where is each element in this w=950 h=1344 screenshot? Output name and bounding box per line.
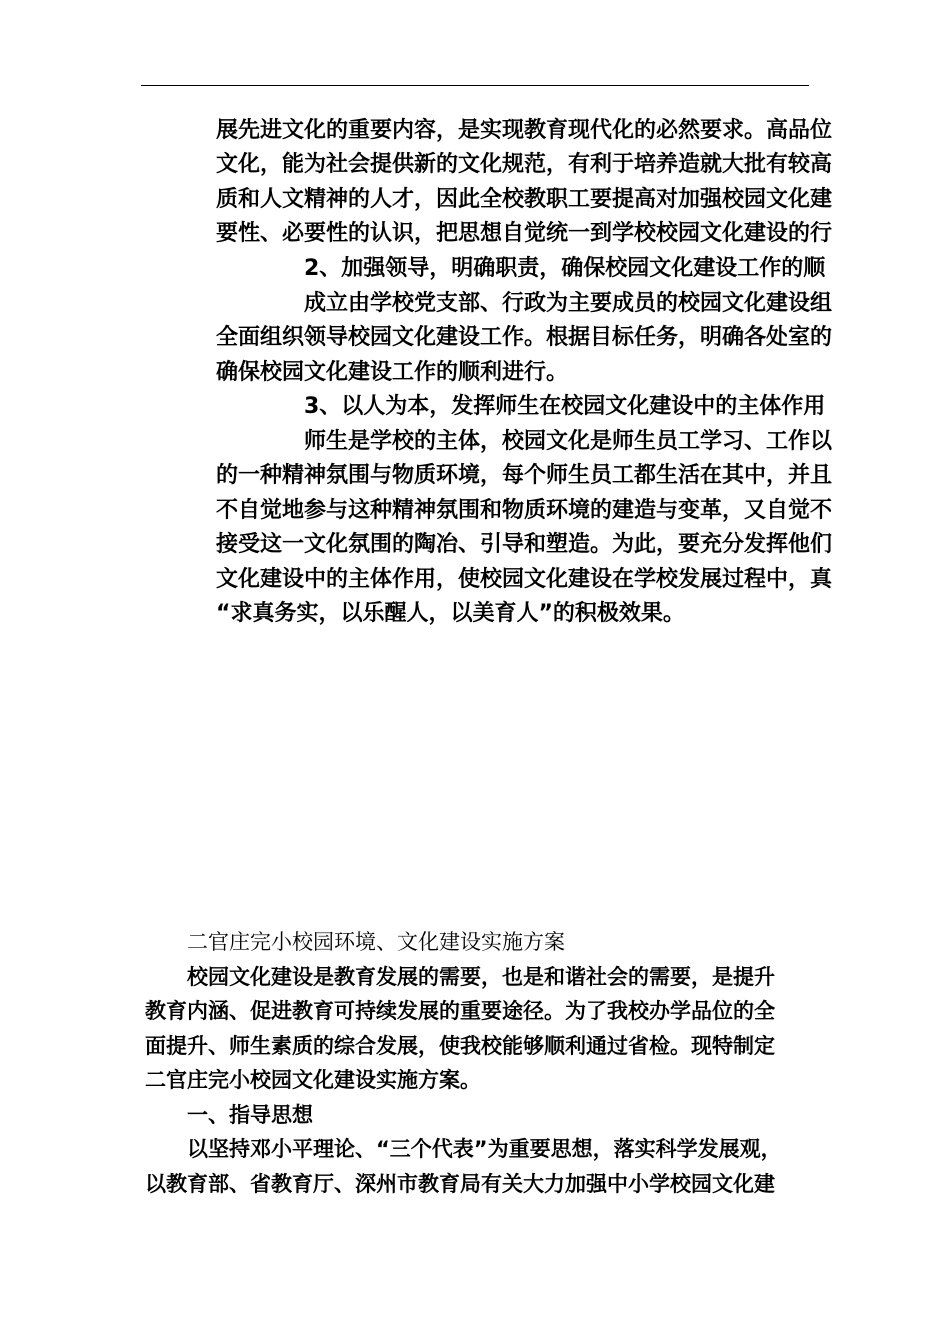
- body-text-line: 师生是学校的主体，校园文化是师生员工学习、工作以: [304, 429, 833, 454]
- body-text-line: 以教育部、省教育厅、深州市教育局有关大力加强中小学校园文化建: [145, 1172, 775, 1196]
- body-text-line: 校园文化建设是教育发展的需要，也是和谐社会的需要，是提升: [187, 965, 775, 989]
- body-text-line: “求真务实，以乐醒人，以美育人”的积极效果。: [216, 601, 685, 626]
- subheading-line: 2、加强领导，明确职责，确保校园文化建设工作的顺: [304, 256, 826, 281]
- body-text-line: 要性、必要性的认识，把思想自觉统一到学校校园文化建设的行: [216, 221, 833, 246]
- body-text-line: 教育内涵、促进教育可持续发展的重要途径。为了我校办学品位的全: [145, 999, 775, 1023]
- body-text-line: 不自觉地参与这种精神氛围和物质环境的建造与变革，又自觉不: [216, 498, 833, 523]
- header-rule: [141, 85, 809, 86]
- document-title: 二官庄完小校园环境、文化建设实施方案: [187, 930, 565, 954]
- body-text-line: 接受这一文化氛围的陶冶、引导和塑造。为此，要充分发挥他们: [216, 532, 833, 557]
- body-text-line: 文化，能为社会提供新的文化规范，有利于培养造就大批有较高: [216, 152, 833, 177]
- body-text-line: 全面组织领导校园文化建设工作。根据目标任务，明确各处室的: [216, 325, 833, 350]
- body-text-line: 以坚持邓小平理论、“三个代表”为重要思想，落实科学发展观，: [187, 1137, 782, 1161]
- body-text-line: 面提升、师生素质的综合发展，使我校能够顺利通过省检。现特制定: [145, 1034, 775, 1058]
- subheading-line: 3、以人为本，发挥师生在校园文化建设中的主体作用: [304, 394, 826, 419]
- body-text-line: 成立由学校党支部、行政为主要成员的校园文化建设组: [304, 291, 833, 316]
- body-text-line: 的一种精神氛围与物质环境，每个师生员工都生活在其中，并且: [216, 463, 833, 488]
- body-text-line: 确保校园文化建设工作的顺利进行。: [216, 360, 569, 385]
- body-text-line: 文化建设中的主体作用，使校园文化建设在学校发展过程中，真: [216, 567, 833, 592]
- body-text-line: 二官庄完小校园文化建设实施方案。: [145, 1068, 481, 1092]
- body-text-line: 展先进文化的重要内容，是实现教育现代化的必然要求。高品位: [216, 118, 833, 143]
- body-text-line: 质和人文精神的人才，因此全校教职工要提高对加强校园文化建: [216, 187, 833, 212]
- section-heading: 一、指导思想: [187, 1103, 313, 1127]
